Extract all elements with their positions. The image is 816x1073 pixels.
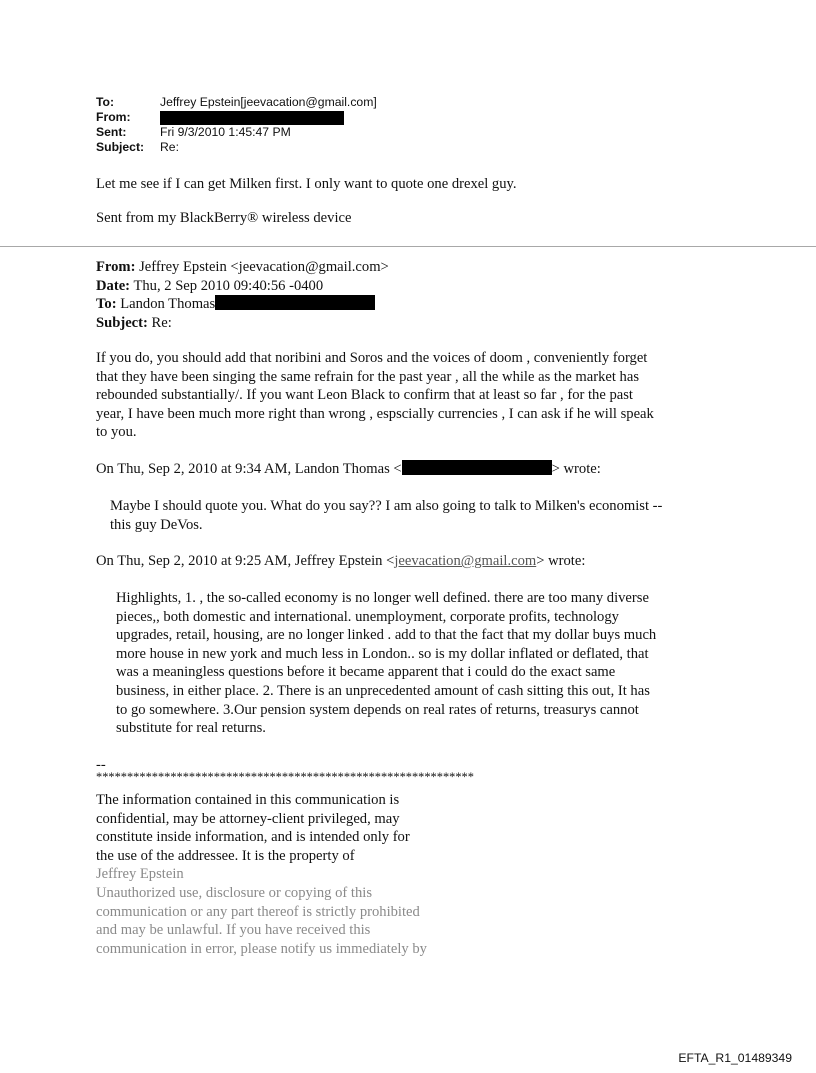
document-id: EFTA_R1_01489349 <box>678 1051 792 1065</box>
quote1-email-redaction <box>402 460 552 475</box>
disclaimer-line-grey: and may be unlawful. If you have received this <box>96 922 371 939</box>
message-line: year, I have been much more right than wrong , espscially currencies , I can ask if he will speak <box>96 405 654 422</box>
sent-value: Fri 9/3/2010 1:45:47 PM <box>160 125 291 139</box>
quote2-body <box>116 589 656 738</box>
quote-line: was a meaningless questions before it became apparent that i could do the exact same <box>116 664 616 681</box>
signature-dashes: -- <box>96 757 106 773</box>
fwd-to-row <box>96 295 389 314</box>
divider-line <box>0 246 816 247</box>
quote1-attribution-suffix: > wrote: <box>551 461 601 477</box>
fwd-subject-value: Re: <box>151 314 172 331</box>
quote-line: to go somewhere. 3.Our pension system depends on real rates of returns, treasurys cannot <box>116 701 639 718</box>
fwd-date-value: Thu, 2 Sep 2010 09:40:56 -0400 <box>133 277 324 294</box>
disclaimer-block <box>96 791 427 958</box>
from-redaction <box>160 110 344 125</box>
disclaimer-line: the use of the addressee. It is the property of <box>96 847 355 864</box>
disclaimer-line: The information contained in this communication is <box>96 792 400 808</box>
fwd-to-value: Landon Thomas <box>120 296 216 313</box>
disclaimer-line-grey: Jeffrey Epstein <box>96 866 184 883</box>
quote2-attribution <box>96 552 585 571</box>
sent-label: Sent: <box>96 125 127 139</box>
quote2-email-link[interactable]: jeevacation@gmail.com <box>394 553 537 569</box>
fwd-date-label: Date: <box>96 277 131 294</box>
message-line: rebounded substantially/. If you want Leon Black to confirm that at least so far , for the past <box>96 387 633 404</box>
quote-line: this guy DeVos. <box>110 516 203 533</box>
disclaimer-line-grey: communication or any part thereof is strictly prohibited <box>96 903 420 920</box>
quote-line: business, in either place. 2. There is an unprecedented amount of cash sitting this out, It has <box>116 682 650 699</box>
fwd-date-row <box>96 277 389 296</box>
message-line: to you. <box>96 424 137 441</box>
disclaimer-line-grey: Unauthorized use, disclosure or copying of this <box>96 884 373 901</box>
from-label: From: <box>96 110 131 124</box>
stars-separator: ************************************************************* <box>96 770 474 784</box>
signature-text: Sent from my BlackBerry® wireless device <box>96 210 352 226</box>
fwd-from-label: From: <box>96 259 136 275</box>
quote-line: Maybe I should quote you. What do you say?? I am also going to talk to Milken's economist -- <box>110 498 663 514</box>
message-line: If you do, you should add that noribini and Soros and the voices of doom , conveniently forget <box>96 350 648 366</box>
subject-value: Re: <box>160 140 179 154</box>
fwd-subject-row <box>96 314 389 333</box>
quote1-attribution-prefix: On Thu, Sep 2, 2010 at 9:34 AM, Landon Thomas < <box>96 461 402 477</box>
forwarded-header <box>96 258 389 332</box>
quote-line: upgrades, retail, housing, are no longer linked . add to that the fact that my dollar buys much <box>116 627 657 644</box>
to-value: Jeffrey Epstein[jeevacation@gmail.com] <box>160 95 377 109</box>
forwarded-message <box>96 349 716 442</box>
disclaimer-line: constitute inside information, and is intended only for <box>96 829 410 846</box>
quote1-body <box>110 497 662 534</box>
subject-label: Subject: <box>96 140 145 154</box>
fwd-from-row <box>96 258 389 277</box>
fwd-to-label: To: <box>96 296 117 313</box>
quote2-attribution-prefix: On Thu, Sep 2, 2010 at 9:25 AM, Jeffrey Epstein < <box>96 553 395 569</box>
quote-line: more house in new york and much less in London.. so is my dollar inflated or deflated, that <box>116 645 649 662</box>
fwd-subject-label: Subject: <box>96 314 148 331</box>
disclaimer-line: confidential, may be attorney-client privileged, may <box>96 810 400 827</box>
message-line: that they have been singing the same refrain for the past year , all the while as the market has <box>96 368 640 385</box>
fwd-to-redaction <box>215 295 375 310</box>
quote-line: pieces,, both domestic and international. unemployment, corporate profits, technology <box>116 608 619 625</box>
to-label: To: <box>96 95 115 109</box>
quote2-attribution-suffix: > wrote: <box>536 553 586 569</box>
quote-line: Highlights, 1. , the so-called economy is no longer well defined. there are too many diverse <box>116 590 649 606</box>
quote1-attribution <box>96 460 601 479</box>
disclaimer-line-grey: communication in error, please notify us immediately by <box>96 940 427 957</box>
reply-text: Let me see if I can get Milken first. I only want to quote one drexel guy. <box>96 176 517 192</box>
fwd-from-value: Jeffrey Epstein <jeevacation@gmail.com> <box>139 259 389 275</box>
quote-line: substitute for real returns. <box>116 720 266 737</box>
